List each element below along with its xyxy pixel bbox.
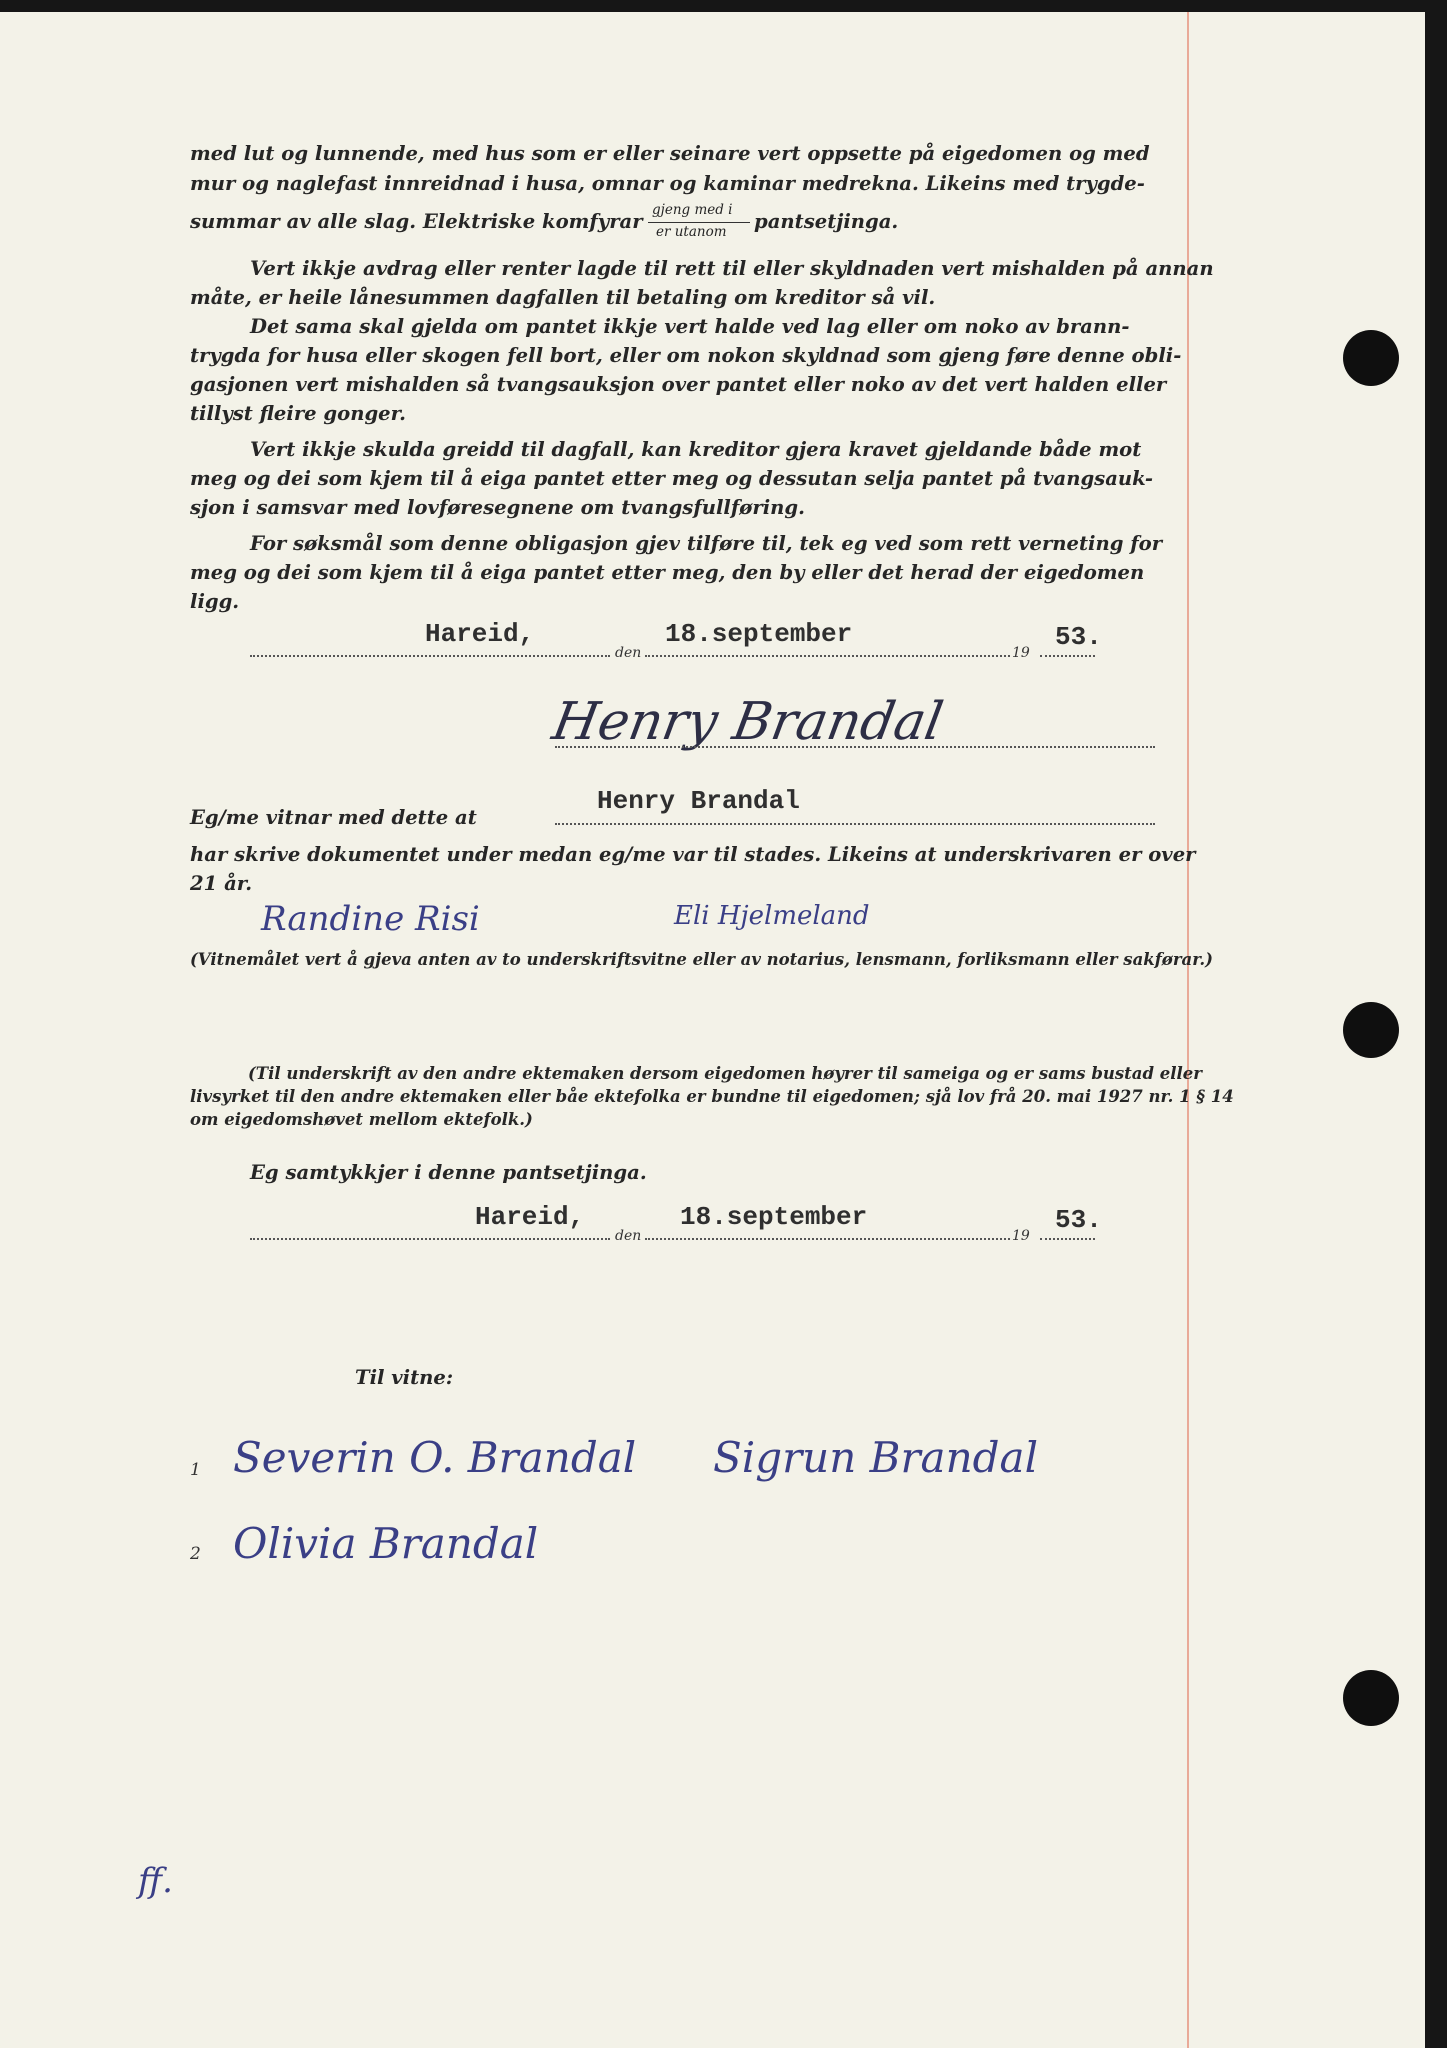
witness-note: (Vitnemålet vert å gjeva anten av to underskriftsvitne eller av notarius, lensmann, forliksmann eller sakførar.) [190,950,1213,969]
body-line: Det sama skal gjelda om pantet ikkje vert halde ved lag eller om noko av brann- [250,315,1130,338]
signature-text: Sigrun Brandal [713,1433,1039,1482]
dotted-line [555,823,1155,825]
signature-text: Henry Brandal [548,691,948,752]
initials-text: ff. [138,1861,173,1901]
spouse-note-line: om eigedomshøvet mellom ektefolk.) [190,1110,533,1129]
place: Hareid, [475,1202,585,1232]
body-line: sjon i samsvar med lovføresegnene om tvangsfullføring. [190,496,805,519]
punch-hole [1343,1670,1399,1726]
den-label: den [615,1228,642,1244]
year-prefix: 19 [1012,1228,1030,1244]
body-line: trygda for husa eller skogen fell bort, eller om nokon skyldnad som gjeng føre denne obli- [190,344,1182,367]
witness-signature-1 [255,880,525,950]
dotted-line [645,655,1010,657]
margin-line [1187,12,1189,2048]
body-line: Vert ikkje skulda greidd til dagfall, kan kreditor gjera kravet gjeldande både mot [250,438,1142,461]
initials-mark [130,1832,220,1932]
dotted-line [555,746,1155,748]
year: 53. [1055,1205,1102,1235]
body-line: meg og dei som kjem til å eiga pantet etter meg, den by eller det herad der eigedomen [190,561,1145,584]
henry-brandal-signature [548,667,1015,767]
body-line: Vert ikkje avdrag eller renter lagde til rett til eller skyldnaden vert mishalden på annan [250,257,1214,280]
dotted-line [1040,655,1095,657]
body-line: meg og dei som kjem til å eiga pantet etter meg og dessutan selja pantet på tvangsauk- [190,467,1154,490]
fraction-bottom: er utanom [656,224,727,240]
fraction-top: gjeng med i [652,202,733,218]
witness-number: 2 [190,1544,201,1564]
place: Hareid, [425,619,535,649]
body-line: summar av alle slag. Elektriske komfyrar [190,210,643,233]
dotted-line [645,1238,1010,1240]
body-line: mur og naglefast innreidnad i husa, omnar og kaminar medrekna. Likeins med trygde- [190,172,1145,195]
body-line: pantsetjinga. [754,210,899,233]
date: 18.september [665,619,853,649]
typed-name: Henry Brandal [597,786,800,816]
dotted-line [1040,1238,1095,1240]
body-line: For søksmål som denne obligasjon gjev tilføre til, tek eg ved som rett verneting for [250,532,1163,555]
fraction-bar [648,222,750,223]
body-line: måte, er heile lånesummen dagfallen til betaling om kreditor så vil. [190,286,936,309]
year-prefix: 19 [1012,645,1030,661]
punch-hole [1343,1002,1399,1058]
witness-signature-severin [225,1402,725,1492]
til-vitne-label: Til vitne: [355,1366,454,1389]
document-page [0,12,1425,2048]
spouse-note-line: livsyrket til den andre ektemaken eller båe ektefolka er bundne til eigedomen; sjå lov frå 20. mai 1927 nr. 1 § 14 [190,1087,1234,1106]
witness-signature-sigrun [705,1402,1225,1492]
consent-text: Eg samtykkjer i denne pantsetjinga. [250,1161,647,1184]
date: 18.september [680,1202,868,1232]
body-line: med lut og lunnende, med hus som er eller seinare vert oppsette på eigedomen og med [190,142,1150,165]
witness-line: Eg/me vitnar med dette at [190,806,477,829]
body-line: gasjonen vert mishalden så tvangsauksjon over pantet eller noko av det vert halden eller [190,373,1167,396]
signature-text: Eli Hjelmeland [674,901,870,931]
year: 53. [1055,622,1102,652]
spouse-note-line: (Til underskrift av den andre ektemaken dersom eigedomen høyrer til sameiga og er sams bustad eller [248,1064,1202,1083]
body-line: ligg. [190,590,240,613]
den-label: den [615,645,642,661]
witness-line: har skrive dokumentet under medan eg/me var til stades. Likeins at underskrivaren er over [190,843,1196,866]
signature-text: Randine Risi [261,899,480,939]
witness-signature-2 [668,880,908,950]
body-line: tillyst fleire gonger. [190,402,406,425]
witness-signature-olivia [225,1492,685,1582]
signature-text: Olivia Brandal [233,1519,539,1568]
dotted-line [250,1238,610,1240]
witness-line: 21 år. [190,872,253,895]
dotted-line [250,655,610,657]
witness-number: 1 [190,1460,201,1480]
signature-text: Severin O. Brandal [233,1433,637,1482]
punch-hole [1343,330,1399,386]
